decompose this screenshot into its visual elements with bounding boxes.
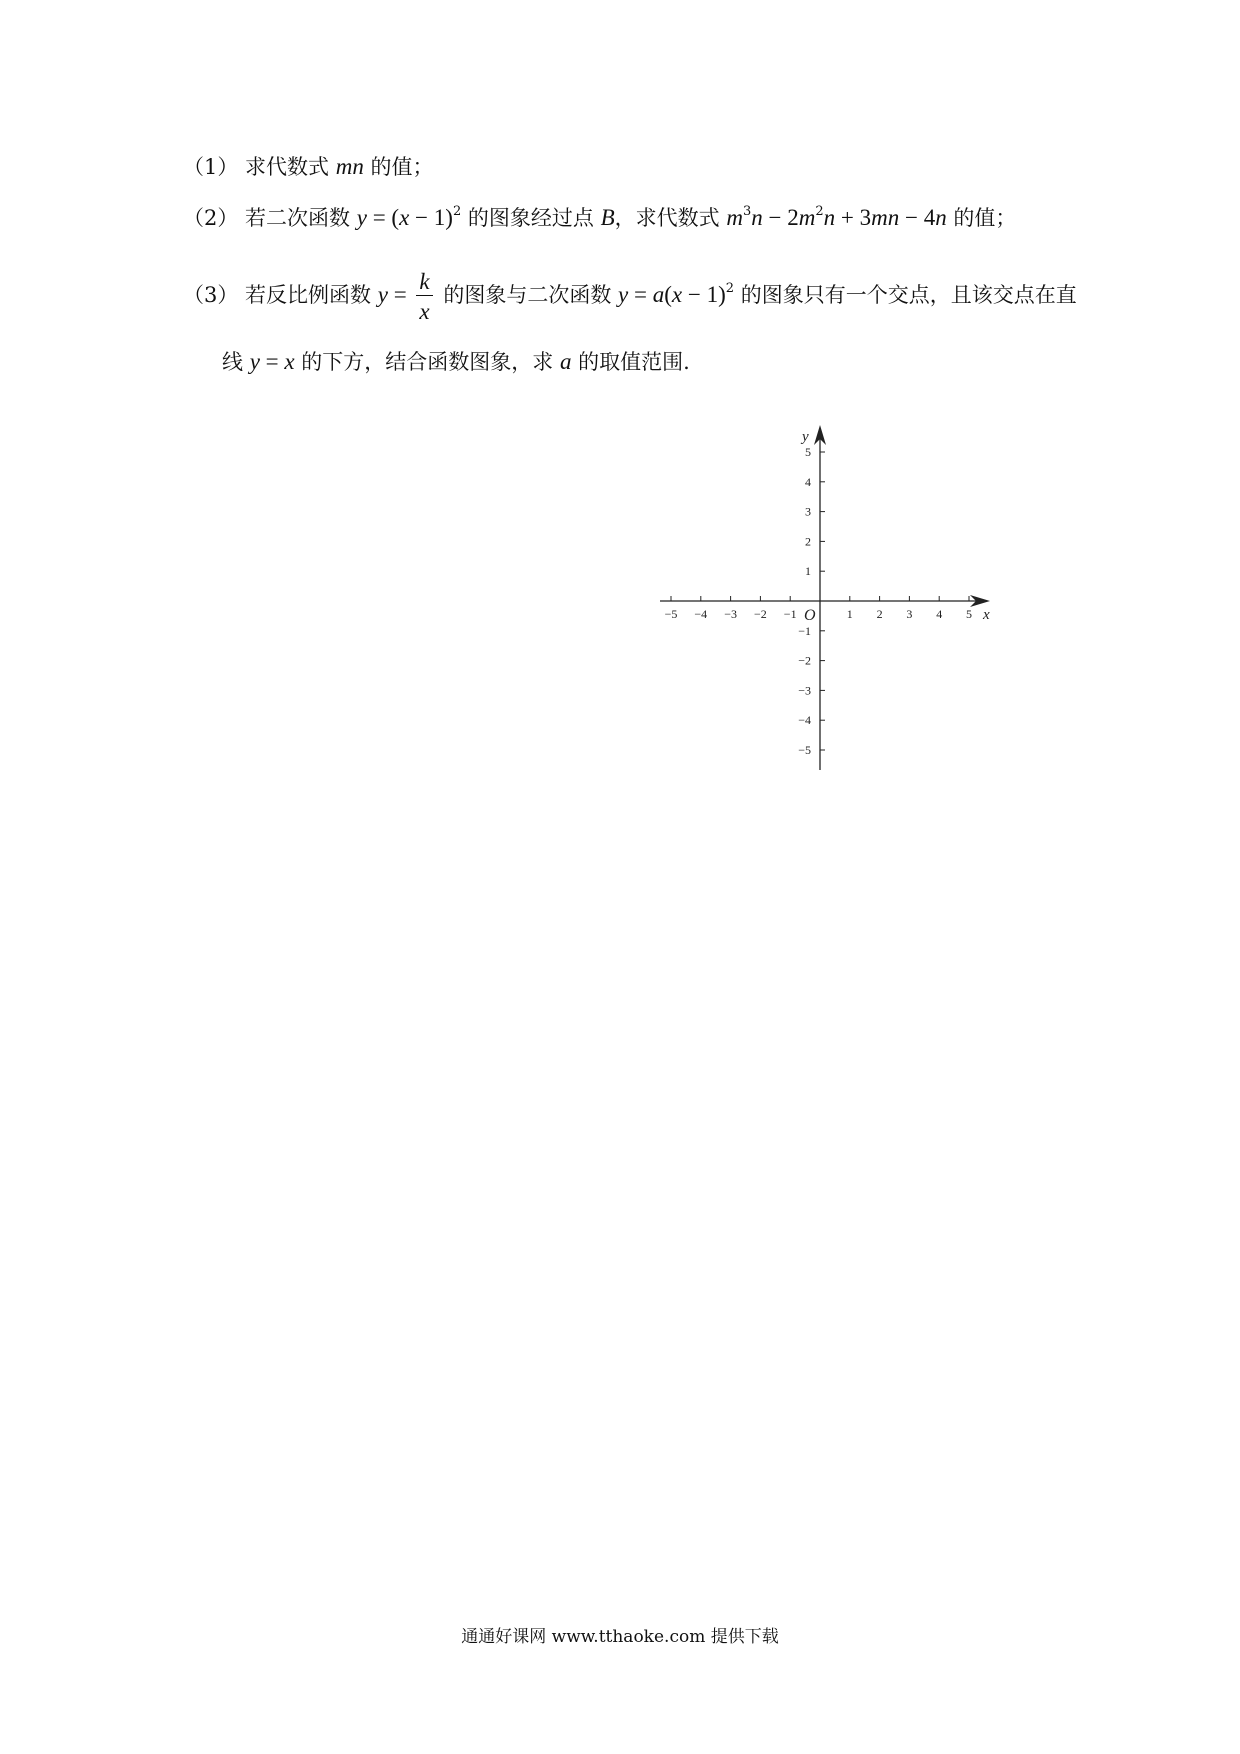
q3-f2-a: a [652,282,665,307]
question-3-line-2 [222,350,690,373]
x-tick-label: −3 [724,607,737,621]
q3-frac-denominator: x [419,299,430,324]
q2-e7: mn [871,205,900,230]
q3-line2-prefix: 线 [222,350,250,374]
origin-label: O [804,607,816,624]
x-tick-label: −1 [783,607,797,621]
x-tick-label: 2 [876,607,883,621]
q3-line2-mid: 的下方，结合函数图象，求 [294,350,560,374]
x-tick-label: 3 [906,607,913,621]
y-tick-label: −3 [798,683,811,698]
footer [0,1622,1240,1647]
q2-middle2: ，求代数式 [614,206,727,230]
q3-f2-open: ( [664,282,672,307]
x-tick-label: 4 [936,607,943,621]
x-tick-label: −2 [754,607,767,621]
y-tick-label: −4 [798,713,811,728]
q3-line-y: y [249,349,260,374]
q3-f2-eq: = [628,282,653,307]
q3-f1-eq: = [387,282,413,307]
q2-e2: n [751,205,763,230]
y-tick-label: 4 [805,474,811,489]
q3-prefix: （3） 若反比例函数 [183,283,378,307]
x-tick-label: −4 [694,607,708,621]
q1-expr: mn [335,154,364,179]
y-tick-label: −2 [798,653,811,668]
q2-func-exp: 2 [452,204,462,219]
q1-prefix: （1） 求代数式 [183,155,336,179]
q3-line-eq: = [259,349,285,374]
q3-line-x: x [284,349,295,374]
q2-func-eq: = ( [366,205,400,230]
y-tick-label: 1 [805,564,811,579]
q2-prefix: （2） 若二次函数 [183,206,357,230]
x-tick-label: 5 [966,607,972,621]
q3-frac-numerator: k [416,270,432,296]
x-tick-label: −5 [664,607,678,621]
q2-e4-exp: 2 [815,204,824,219]
x-axis-label: x [983,607,990,623]
q3-middle: 的图象与二次函数 [436,283,618,307]
q2-func-lhs: y [356,205,367,230]
x-tick-label: 1 [846,607,853,621]
q2-middle: 的图象经过点 [461,206,601,230]
q3-f1-lhs: y [377,282,388,307]
q3-f2-lhs: y [618,282,629,307]
y-tick-label: 2 [805,534,811,549]
y-tick-label: 3 [805,504,811,519]
q3-line2-suffix: 的取值范围. [571,350,690,374]
q3-fraction [416,270,432,323]
q3-f2-rest: − 1) [682,282,726,307]
q1-suffix: 的值； [363,155,434,179]
question-2 [183,205,1016,229]
q2-e6: + 3 [835,205,872,230]
q2-func-mid: − 1) [409,205,453,230]
q3-f2-exp: 2 [725,281,735,296]
q2-e8: − 4 [899,205,936,230]
question-1 [183,155,434,178]
q2-func-x: x [399,205,410,230]
q3-line2-a: a [559,349,572,374]
q3-f2-x: x [671,282,683,307]
y-tick-label: −1 [798,623,811,638]
y-tick-label: 5 [805,445,811,459]
footer-text: 通通好课网 www.tthaoke.com 提供下载 [461,1627,779,1647]
q2-suffix: 的值； [946,206,1017,230]
coordinate-plane [650,420,1000,780]
q2-e9: n [935,205,947,230]
y-tick-label: −5 [798,743,811,757]
q2-e3: − 2 [762,205,799,230]
q2-e5: n [823,205,836,230]
question-3 [183,270,1077,323]
y-axis-label: y [802,429,809,445]
q2-e4: m [798,205,816,230]
q2-e1: m [726,205,743,230]
q2-e1-exp: 3 [742,204,752,219]
q2-point: B [600,205,615,230]
q3-suffix: 的图象只有一个交点，且该交点在直 [734,283,1077,307]
